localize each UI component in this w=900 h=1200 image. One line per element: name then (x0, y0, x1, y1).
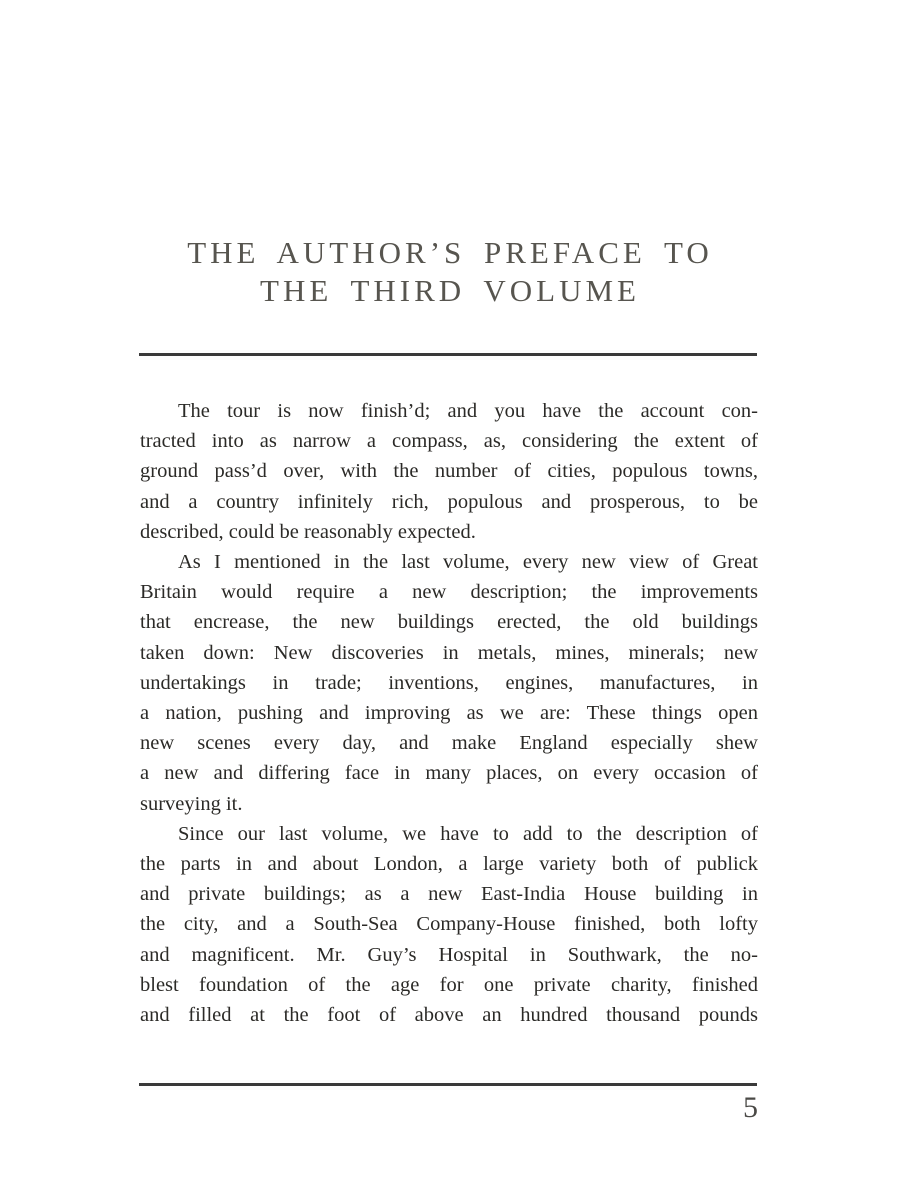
heading-line-2: THE THIRD VOLUME (260, 273, 640, 308)
text-line: tracted into as narrow a compass, as, considering the extent of (140, 430, 758, 453)
text-line: surveying it. (140, 792, 243, 815)
text-line: blest foundation of the age for one private charity, finished (140, 973, 758, 996)
text-line: described, could be reasonably expected. (140, 520, 476, 543)
text-line: As I mentioned in the last volume, every new view of Great (178, 551, 758, 574)
text-line: a new and differing face in many places, on every occasion of (140, 762, 758, 785)
text-line: and magnificent. Mr. Guy’s Hospital in Southwark, the no- (140, 943, 758, 966)
text-line: undertakings in trade; inventions, engines, manufactures, in (140, 671, 758, 694)
text-line: and filled at the foot of above an hundred thousand pounds (140, 1004, 758, 1027)
top-rule (139, 353, 757, 356)
bottom-rule (139, 1083, 757, 1086)
text-line: that encrease, the new buildings erected, the old buildings (140, 611, 758, 634)
text-line: and a country infinitely rich, populous and prosperous, to be (140, 490, 758, 513)
text-line: new scenes every day, and make England especially shew (140, 732, 758, 755)
text-line: ground pass’d over, with the number of cities, populous towns, (140, 460, 758, 483)
text-line: The tour is now finish’d; and you have the account con- (178, 400, 758, 422)
text-line: the city, and a South-Sea Company-House finished, both lofty (140, 913, 758, 936)
text-line: a nation, pushing and improving as we are: These things open (140, 702, 758, 725)
text-line: the parts in and about London, a large variety both of publick (140, 853, 758, 876)
chapter-heading (0, 234, 900, 310)
body-text (140, 396, 758, 1030)
text-line: taken down: New discoveries in metals, mines, minerals; new (140, 641, 758, 664)
page-number: 5 (743, 1091, 758, 1124)
heading-line-1: THE AUTHOR’S PREFACE TO (187, 235, 713, 270)
text-line: Britain would require a new description; the improvements (140, 581, 758, 604)
text-line: Since our last volume, we have to add to the description of (178, 822, 758, 845)
text-line: and private buildings; as a new East-India House building in (140, 883, 758, 906)
